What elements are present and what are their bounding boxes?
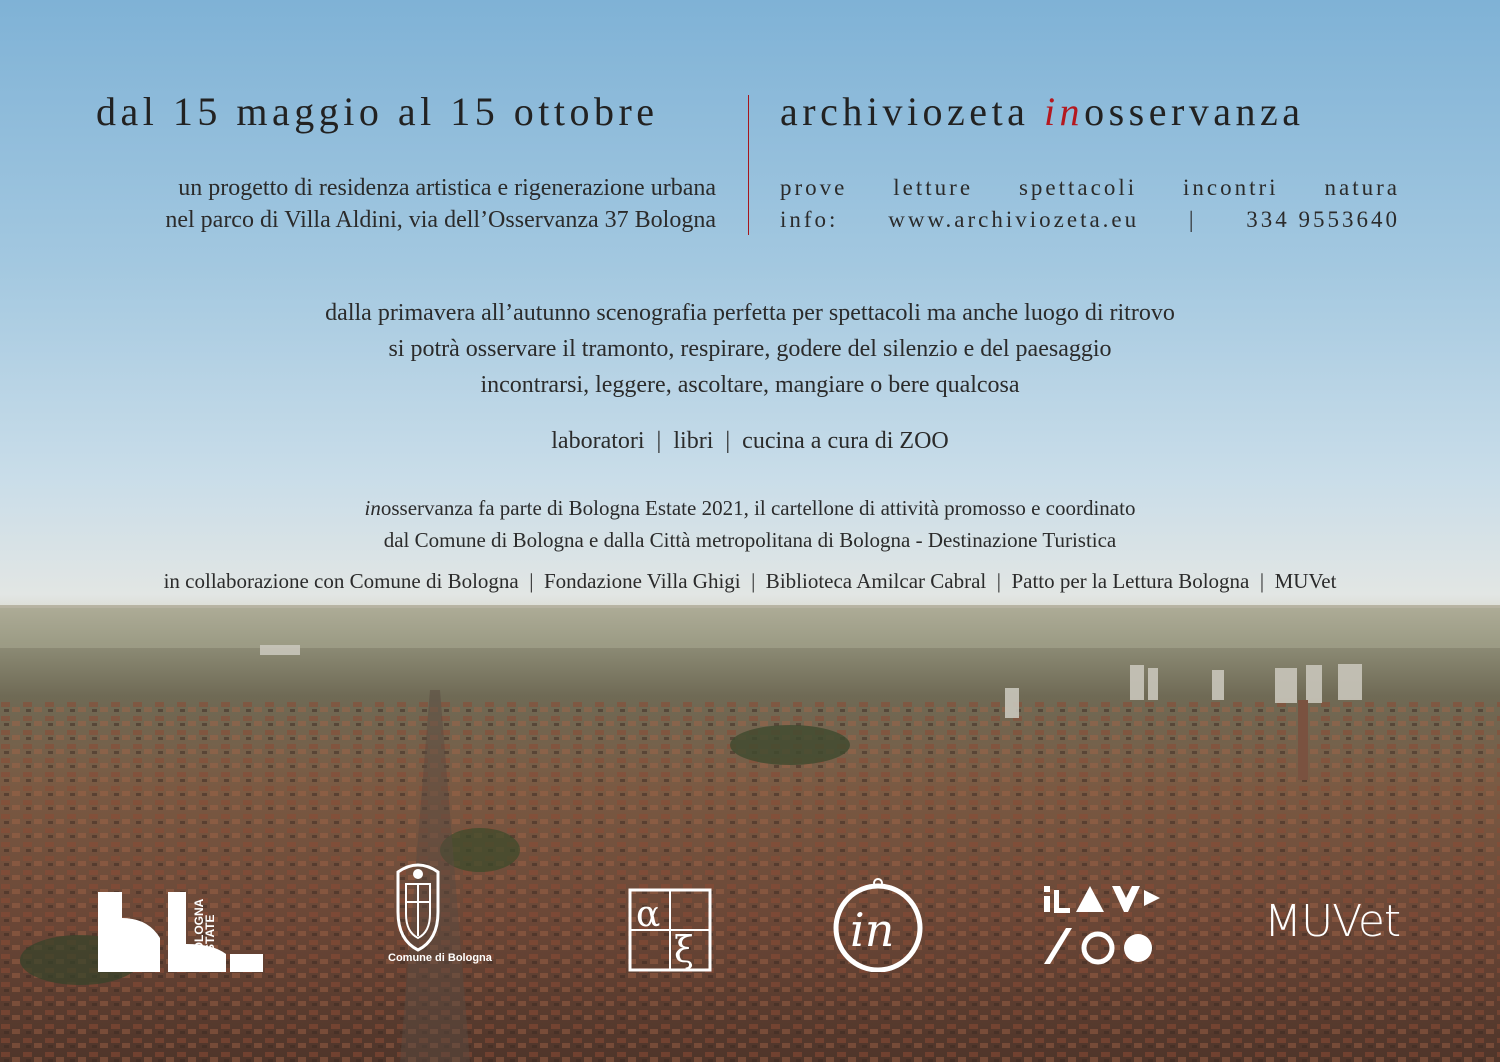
playzoo-logo bbox=[1040, 882, 1170, 970]
estate-accent: in bbox=[364, 496, 381, 520]
project-line-2: nel parco di Villa Aldini, via dell’Osservanza 37 Bologna bbox=[165, 207, 716, 233]
project-line-1: un progetto di residenza artistica e rigenerazione urbana bbox=[178, 175, 716, 201]
activities-info bbox=[780, 172, 1400, 236]
brand-title bbox=[780, 88, 1305, 135]
contact-line bbox=[780, 204, 1400, 236]
date-range-title: dal 15 maggio al 15 ottobre bbox=[96, 89, 659, 134]
collaboration-line: in collaborazione con Comune di Bologna | Fondazione Villa Ghigi | Biblioteca Amilcar Cabral | Patto per la Lettura Bologna | MUVet bbox=[163, 569, 1337, 593]
inosservanza-logo bbox=[832, 878, 924, 972]
comune-di-bologna-logo bbox=[386, 862, 492, 964]
estate-line-2: dal Comune di Bologna e dalla Città metropolitana di Bologna - Destinazione Turistica bbox=[383, 528, 1117, 552]
bologna-estate-label-1: BOLOGNA bbox=[192, 898, 206, 960]
intro-line-1: dalla primavera all’autunno scenografia perfetta per spettacoli ma anche luogo di ritrovo bbox=[325, 300, 1175, 326]
project-description bbox=[165, 172, 716, 236]
muvet-logo: MUVet bbox=[1264, 896, 1401, 947]
svg-text:ξ: ξ bbox=[674, 930, 694, 971]
comune-label: Comune di Bologna bbox=[388, 952, 492, 964]
info-label: info: bbox=[780, 207, 839, 232]
activity-item: incontri bbox=[1183, 175, 1279, 200]
activity-item: natura bbox=[1324, 175, 1400, 200]
activities-list bbox=[780, 172, 1400, 204]
website-link[interactable]: www.archiviozeta.eu bbox=[888, 207, 1140, 232]
coat-of-arms-icon bbox=[386, 862, 450, 954]
bologna-estate-logo bbox=[98, 892, 263, 972]
intro-line-3: incontrarsi, leggere, ascoltare, mangiare o bere qualcosa bbox=[480, 372, 1020, 398]
intro-line-2: si potrà osservare il tramonto, respirare, godere del silenzio e del paesaggio bbox=[388, 336, 1112, 362]
contact-separator: | bbox=[1188, 207, 1197, 232]
phone-number[interactable]: 334 9553640 bbox=[1246, 207, 1400, 232]
archiviozeta-ae-logo bbox=[628, 888, 712, 972]
activity-item: letture bbox=[893, 175, 974, 200]
svg-text:in: in bbox=[850, 903, 895, 957]
activity-item: spettacoli bbox=[1018, 175, 1138, 200]
brand-accent: in bbox=[1043, 89, 1085, 134]
bologna-estate-label-2: ESTATE bbox=[203, 914, 217, 960]
brand-suffix: osservanza bbox=[1084, 89, 1305, 134]
bologna-estate-note bbox=[0, 492, 1500, 556]
header-divider bbox=[748, 95, 749, 235]
estate-line-1 bbox=[0, 492, 1500, 524]
intro-paragraph bbox=[0, 295, 1500, 403]
services-line: laboratori | libri | cucina a cura di ZOO bbox=[551, 428, 949, 454]
activity-item: prove bbox=[780, 175, 848, 200]
brand-prefix: archiviozeta bbox=[780, 89, 1044, 134]
estate-line-1-text: osservanza fa parte di Bologna Estate 2021, il cartellone di attività promosso e coordinato bbox=[380, 496, 1136, 520]
svg-text:α: α bbox=[636, 894, 661, 935]
